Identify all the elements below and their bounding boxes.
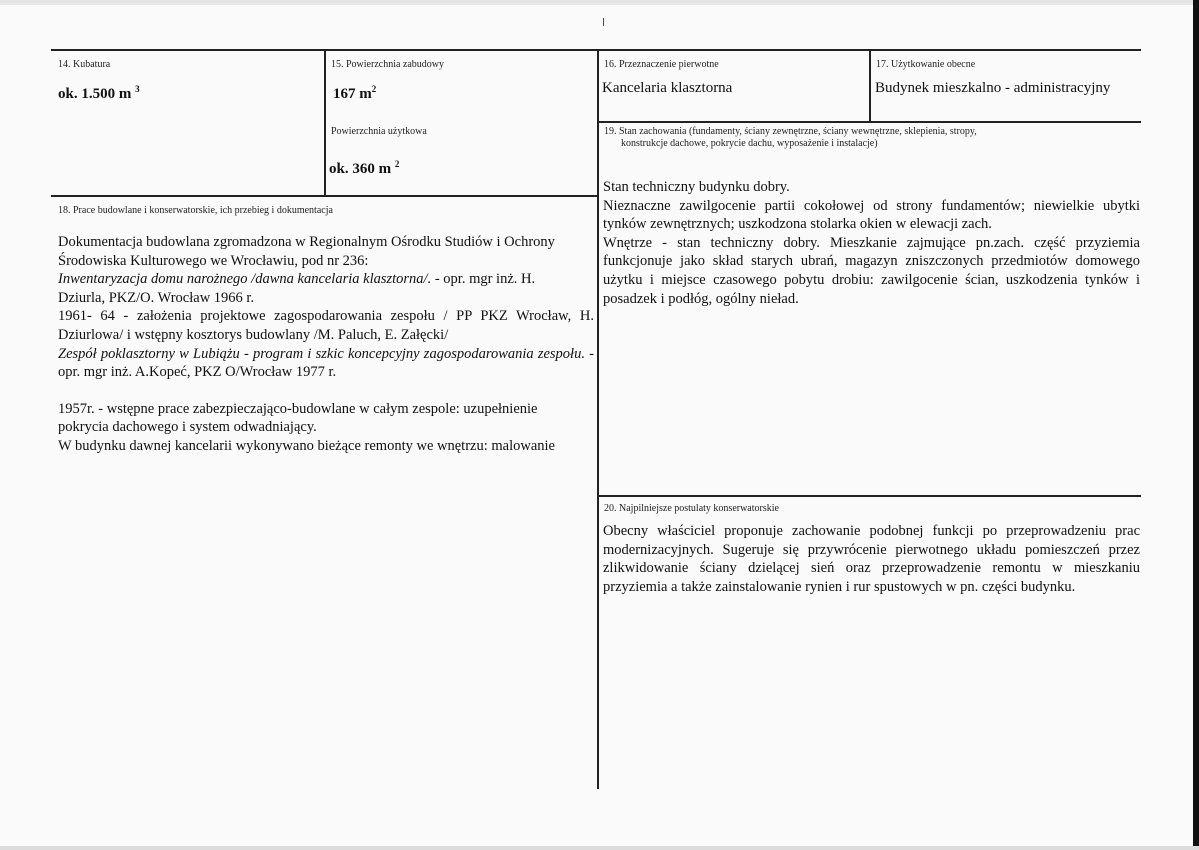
field-20-text [603,522,1140,596]
f18-line3: Inwentaryzacja domu narożnego /dawna kancelaria klasztorna/. - opr. mgr inż. H. [58,271,536,288]
field-20-label: 20. Najpilniejsze postulaty konserwatorskie [604,503,779,514]
f18-para2b: Zespół poklasztorny w Lubiążu - program i szkic koncepcyjny zagospodarowania zespołu. - opr. mgr inż. A.Kopeć, PKZ O/Wrocław 1977 r. [58,345,594,381]
f19-t2: Nieznaczne zawilgocenie partii cokołowej od strony fundamentów; niewielkie ubytki tynków zewnętrznych; uszkodzona stolarka okien w elewacji zach. [603,197,1140,233]
field-17-label: 17. Użytkowanie obecne [876,59,976,70]
field-15-sub-label: Powierzchnia użytkowa [331,126,427,137]
f18-para2: 1961- 64 - założenia projektowe zagospodarowania zespołu / PP PKZ Wrocław, H. Dziurlowa/ i wstępny kosztorys budowlany /M. Paluch, E. Załęcki/ [58,308,594,343]
field-15-label: 15. Powierzchnia zabudowy [331,59,445,70]
f18-line1: Dokumentacja budowlana zgromadzona w Regionalnym Ośrodku Studiów i Ochrony [58,234,555,250]
field-15-sub-value: ok. 360 m $^2$ [329,159,400,177]
field-19-text [603,178,1140,308]
section-20-top-border [597,495,1141,497]
field-14-label: 14. Kubatura [58,59,111,70]
f19-t3: Wnętrze - stan techniczny dobry. Mieszkanie zajmujące pn.zach. część przyziemia funkcjonuje jako skład starych ubrań, magazyn zniszczonych przedmiotów domowego użytku i miejsce czasowego pobytu drobiu: zawilgocenie ścian, uszkodzenia tynków i posadzek i podłóg, ogólny nieład. [603,234,1140,307]
col-divider-14-15 [324,49,326,197]
field-19-label [604,126,977,150]
f19-t1: Stan techniczny budynku dobry. [603,179,790,195]
f18-para3-line3: W budynku dawnej kancelarii wykonywano bieżące remonty we wnętrzu: malowanie [58,437,555,454]
field-15-value: 167 $m^2$ [333,84,377,102]
scan-mark [603,18,604,26]
field-17-value: Budynek mieszkalno - administracyjny [875,80,1111,96]
scan-edge-bottom [0,846,1199,850]
f18-para3-line2: pokrycia dachowego i system odwadniający. [58,419,317,436]
f18-line4: Dziurla, PKZ/O. Wrocław 1966 r. [58,289,255,306]
scan-edge-right [1193,0,1199,850]
col-divider-main [597,49,599,789]
field-14-value: ok. 1.500 m $^3$ [58,84,140,102]
field-18-text [58,233,594,456]
col-divider-16-17 [869,49,871,123]
field-16-value: Kancelaria klasztorna [602,80,733,96]
f18-line2: Środowiska Kulturowego we Wrocławiu, pod nr 236: [58,252,369,269]
field-16-label: 16. Przeznaczenie pierwotne [604,59,719,70]
f19-label-line2: konstrukcje dachowe, pokrycie dachu, wyposażenie i instalacje) [621,138,878,149]
top-border [51,49,1141,51]
f18-para3-line1: 1957r. - wstępne prace zabezpieczająco-budowlane w całym zespole: uzupełnienie [58,400,538,417]
f19-label-line1: 19. Stan zachowania (fundamenty, ściany zewnętrzne, ściany wewnętrzne, sklepienia, stropy, [604,126,977,137]
field-18-label: 18. Prace budowlane i konserwatorskie, ich przebieg i dokumentacja [58,205,333,216]
f20-t1: Obecny właściciel proponuje zachowanie podobnej funkcji po przeprowadzeniu prac modernizacyjnych. Sugeruje się przywrócenie pierwotnego układu pomieszczeń przez zlikwidowanie ściany dzielącej sień oraz przeprowadzenie remontu w mieszkaniu przyziemia a także zainstalowanie rynien i rur spustowych w pn. części budynku. [603,523,1140,595]
scan-edge-top [0,0,1199,5]
